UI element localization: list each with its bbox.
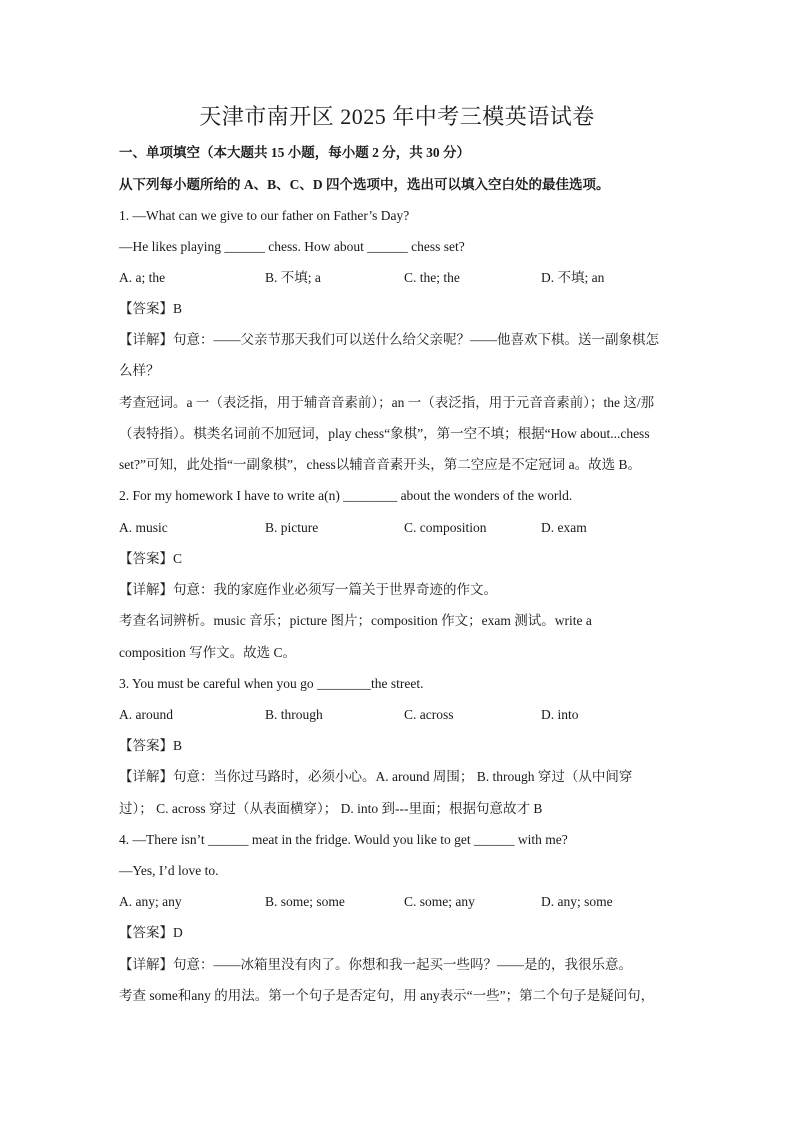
option-c: C. some; any <box>404 894 475 909</box>
option-d: D. into <box>541 707 579 722</box>
option-a: A. music <box>119 520 168 535</box>
option-c: C. the; the <box>404 270 460 285</box>
question-2-stem: 2. For my homework I have to write a(n) ________ about the wonders of the world. <box>119 488 573 503</box>
question-2-options <box>119 519 679 537</box>
page-title: 天津市南开区 2025 年中考三模英语试卷 <box>199 104 595 129</box>
option-a: A. around <box>119 707 173 722</box>
question-4-answer: 【答案】D <box>119 925 183 940</box>
question-4-explain-line: 考查 some和any 的用法。第一个句子是否定句，用 any表示“一些”；第二个句子是疑问句， <box>119 988 655 1003</box>
option-b: B. through <box>265 707 323 722</box>
option-b: B. some; some <box>265 894 345 909</box>
option-d: D. 不填; an <box>541 270 605 285</box>
option-c: C. across <box>404 707 454 722</box>
option-b: B. picture <box>265 520 319 535</box>
question-1-explain-line: set?”可知，此处指“一副象棋”，chess以辅音音素开头，第二空应是不定冠词 a。故选 B。 <box>119 457 641 472</box>
question-1-answer: 【答案】B <box>119 301 183 316</box>
question-4-explain-line: 【详解】句意：——冰箱里没有肉了。你想和我一起买一些吗？——是的，我很乐意。 <box>119 957 632 972</box>
question-3-answer: 【答案】B <box>119 738 183 753</box>
question-2-explain-line: 【详解】句意：我的家庭作业必须写一篇关于世界奇迹的作文。 <box>119 582 497 597</box>
option-a: A. any; any <box>119 894 182 909</box>
question-3-options <box>119 706 679 724</box>
question-4-stem-reply: —Yes, I’d love to. <box>119 863 219 878</box>
question-3-stem: 3. You must be careful when you go ________the street. <box>119 676 424 691</box>
question-1-explain-line: （表特指）。棋类名词前不加冠词，play chess“象棋”，第一空不填；根据“How about...chess <box>119 426 650 441</box>
question-1-explain-line: 么样？ <box>119 363 160 378</box>
option-b: B. 不填; a <box>265 270 321 285</box>
question-2-explain-line: 考查名词辨析。music 音乐；picture 图片；composition 作文；exam 测试。write a <box>119 613 592 628</box>
option-c: C. composition <box>404 520 487 535</box>
question-1-stem-reply: —He likes playing ______ chess. How about ______ chess set? <box>119 239 465 254</box>
question-4-stem: 4. —There isn’t ______ meat in the fridge. Would you like to get ______ with me? <box>119 832 568 847</box>
question-3-explain-line: 【详解】句意：当你过马路时，必须小心。A. around 周围； B. through 穿过（从中间穿 <box>119 769 633 784</box>
question-1-options <box>119 269 679 287</box>
question-1-explain-line: 考查冠词。a 一（表泛指，用于辅音音素前）；an 一（表泛指，用于元音音素前）；the 这/那 <box>119 395 655 410</box>
section-heading: 一、单项填空（本大题共 15 小题，每小题 2 分，共 30 分） <box>119 145 470 160</box>
question-1-stem: 1. —What can we give to our father on Father’s Day? <box>119 208 410 223</box>
option-d: D. any; some <box>541 894 613 909</box>
question-2-explain-line: composition 写作文。故选 C。 <box>119 645 297 660</box>
question-3-explain-line: 过）； C. across 穿过（从表面横穿）； D. into 到---里面；根据句意故才 B <box>119 801 543 816</box>
section-instruction: 从下列每小题所给的 A、B、C、D 四个选项中，选出可以填入空白处的最佳选项。 <box>119 177 610 192</box>
question-4-options <box>119 893 679 911</box>
option-a: A. a; the <box>119 270 166 285</box>
option-d: D. exam <box>541 520 587 535</box>
question-1-explain-line: 【详解】句意：——父亲节那天我们可以送什么给父亲呢？——他喜欢下棋。送一副象棋怎 <box>119 332 659 347</box>
question-2-answer: 【答案】C <box>119 551 183 566</box>
